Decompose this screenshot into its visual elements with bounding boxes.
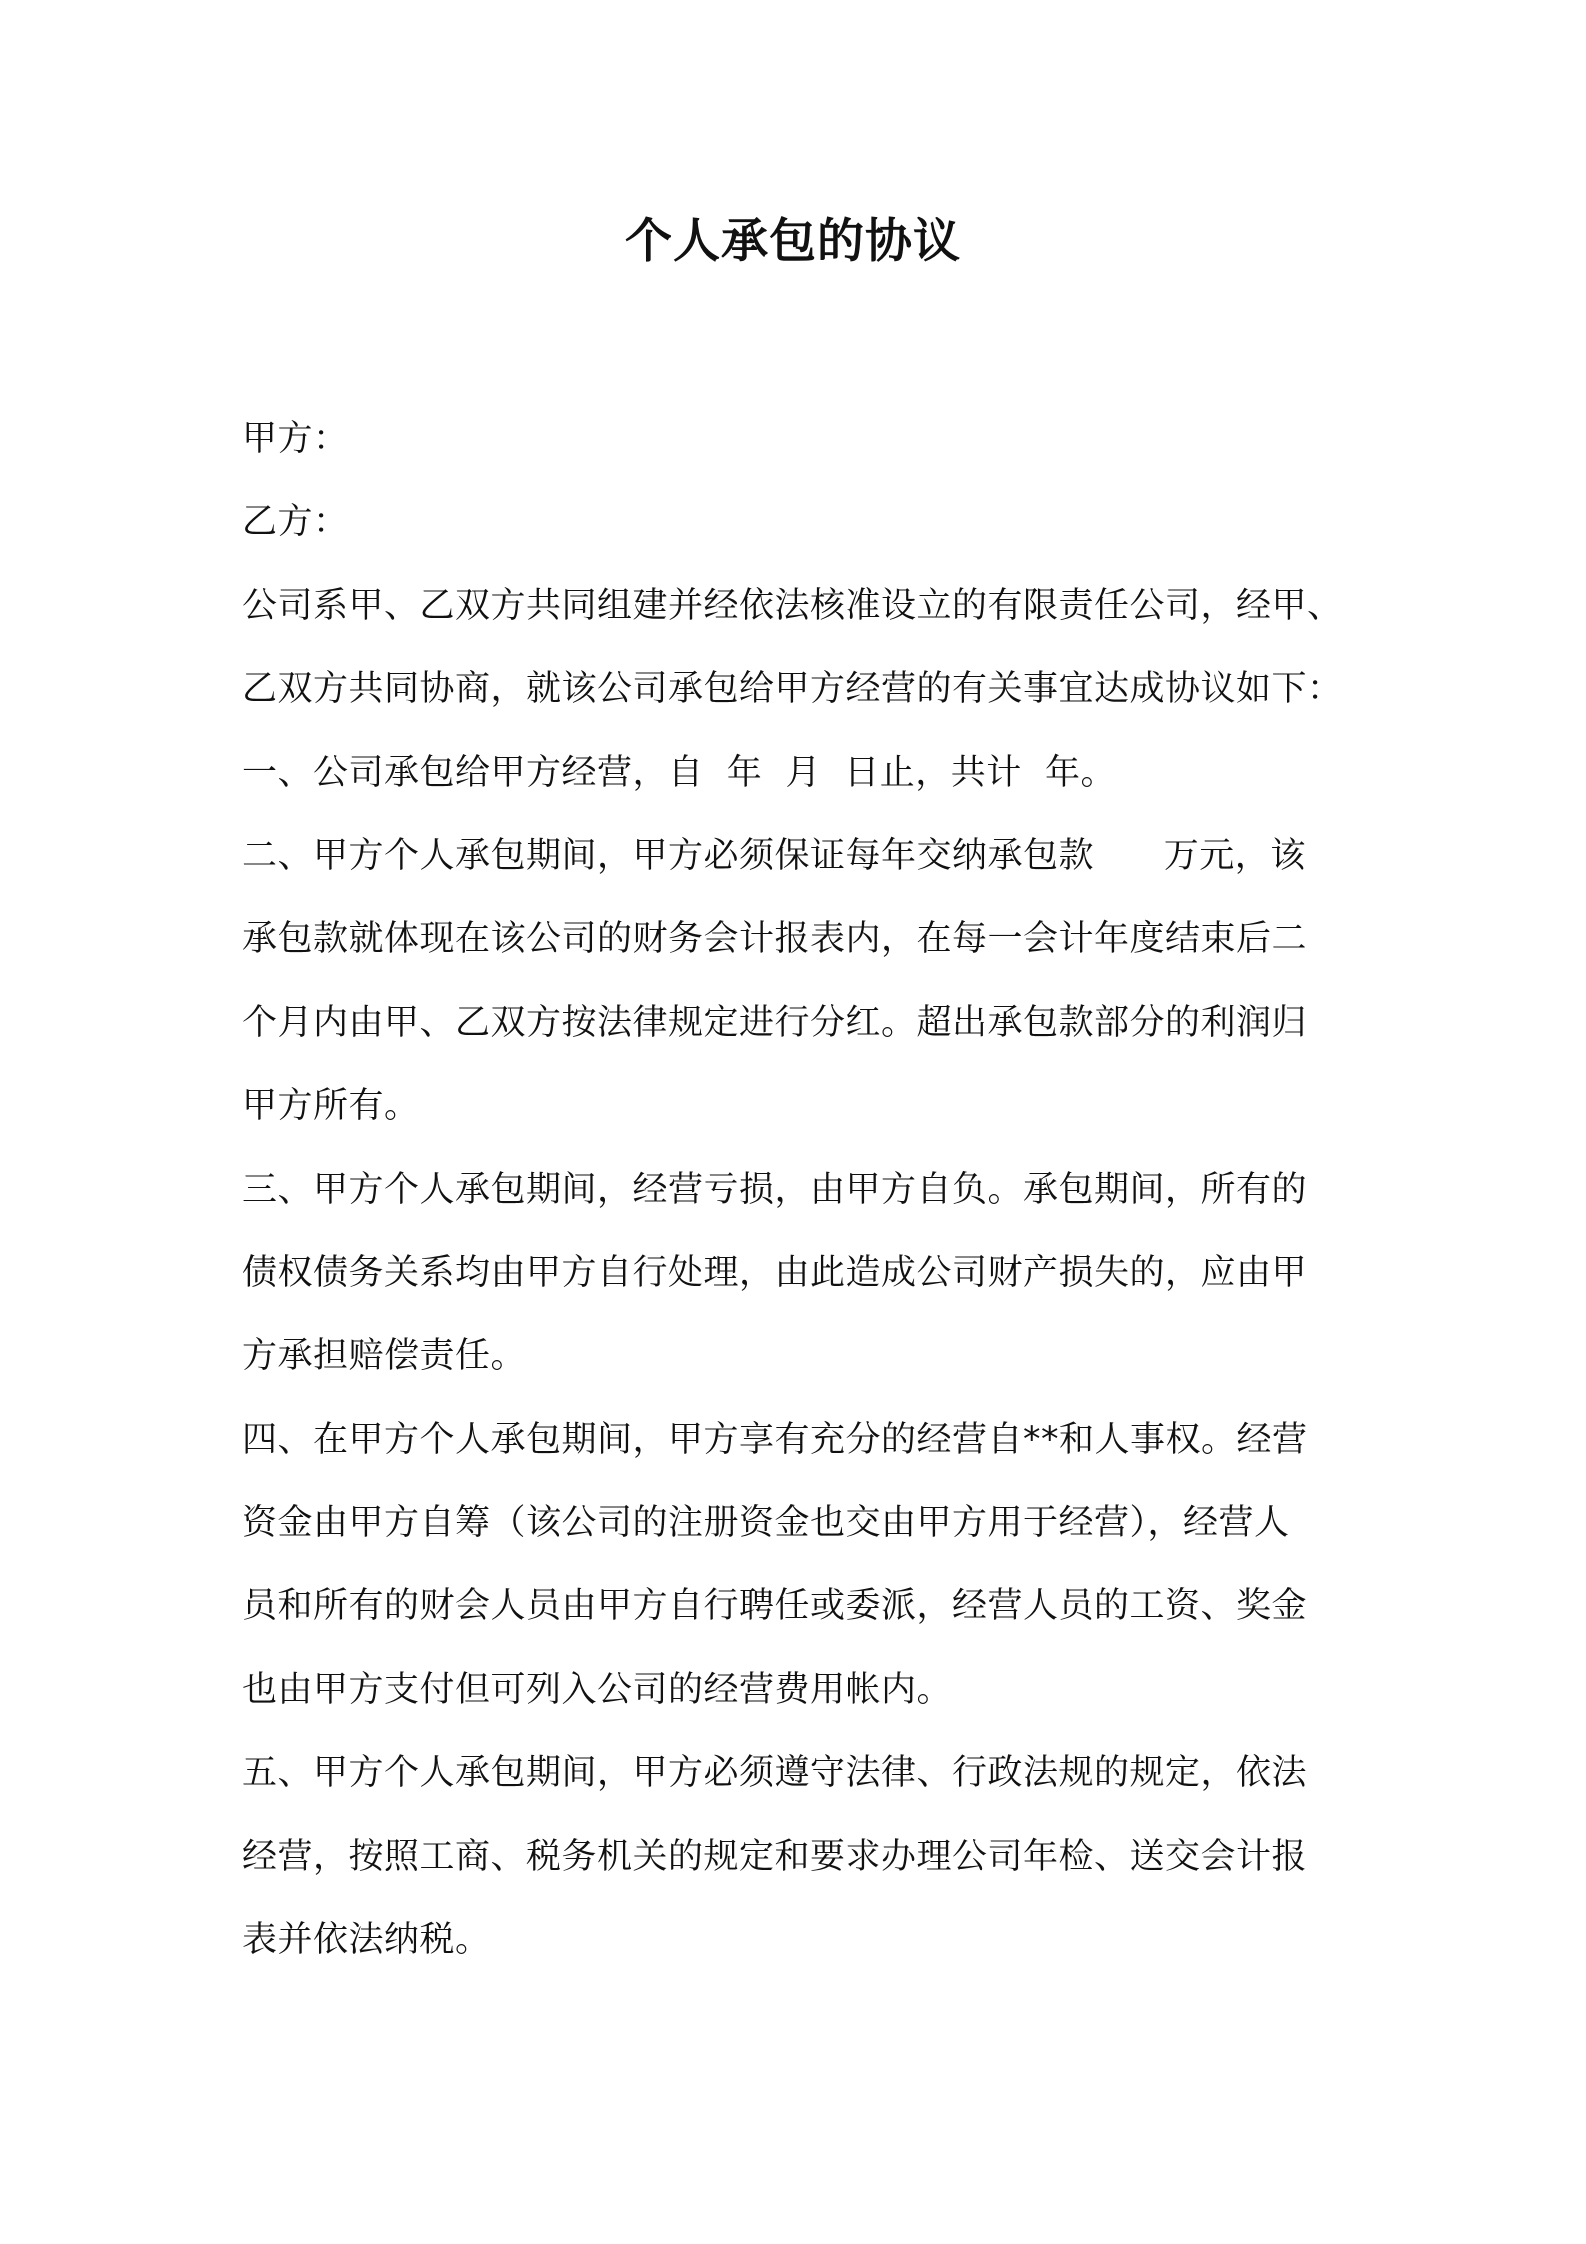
clause-5-line: 五、甲方个人承包期间，甲方必须遵守法律、行政法规的规定，依法: [242, 1753, 1308, 1794]
clause-3-line: 债权债务关系均由甲方自行处理，由此造成公司财产损失的，应由甲: [242, 1252, 1308, 1293]
clause-1-line: 一、公司承包给甲方经营，自 年 月 日止，共计 年。: [242, 752, 1117, 793]
clause-4-line: 也由甲方支付但可列入公司的经营费用帐内。: [242, 1669, 953, 1710]
clause-4-line: 四、在甲方个人承包期间，甲方享有充分的经营自**和人事权。经营: [242, 1419, 1308, 1460]
document-body: [242, 406, 1362, 1990]
preamble-line: 公司系甲、乙双方共同组建并经依法核准设立的有限责任公司，经甲、: [242, 585, 1343, 626]
document-title: 个人承包的协议: [625, 214, 961, 269]
clause-4-line: 资金由甲方自筹（该公司的注册资金也交由甲方用于经营），经营人: [242, 1503, 1290, 1544]
clause-2-line: 甲方所有。: [242, 1086, 420, 1127]
clause-2-line: 个月内由甲、乙双方按法律规定进行分红。超出承包款部分的利润归: [242, 1002, 1308, 1043]
clause-2-line: 承包款就体现在该公司的财务会计报表内，在每一会计年度结束后二: [242, 919, 1308, 960]
clause-4-line: 员和所有的财会人员由甲方自行聘任或委派，经营人员的工资、奖金: [242, 1586, 1308, 1627]
clause-5-line: 表并依法纳税。: [242, 1920, 491, 1961]
clause-2-line: 二、甲方个人承包期间，甲方必须保证每年交纳承包款 万元，该: [242, 835, 1306, 876]
party-a-line: 甲方：: [242, 419, 349, 459]
clause-3-line: 方承担赔偿责任。: [242, 1336, 527, 1377]
preamble-line: 乙双方共同协商，就该公司承包给甲方经营的有关事宜达成协议如下：: [242, 669, 1343, 710]
clause-5-line: 经营，按照工商、税务机关的规定和要求办理公司年检、送交会计报: [242, 1836, 1308, 1877]
party-b-line: 乙方：: [242, 502, 349, 543]
clause-3-line: 三、甲方个人承包期间，经营亏损，由甲方自负。承包期间，所有的: [242, 1169, 1308, 1210]
